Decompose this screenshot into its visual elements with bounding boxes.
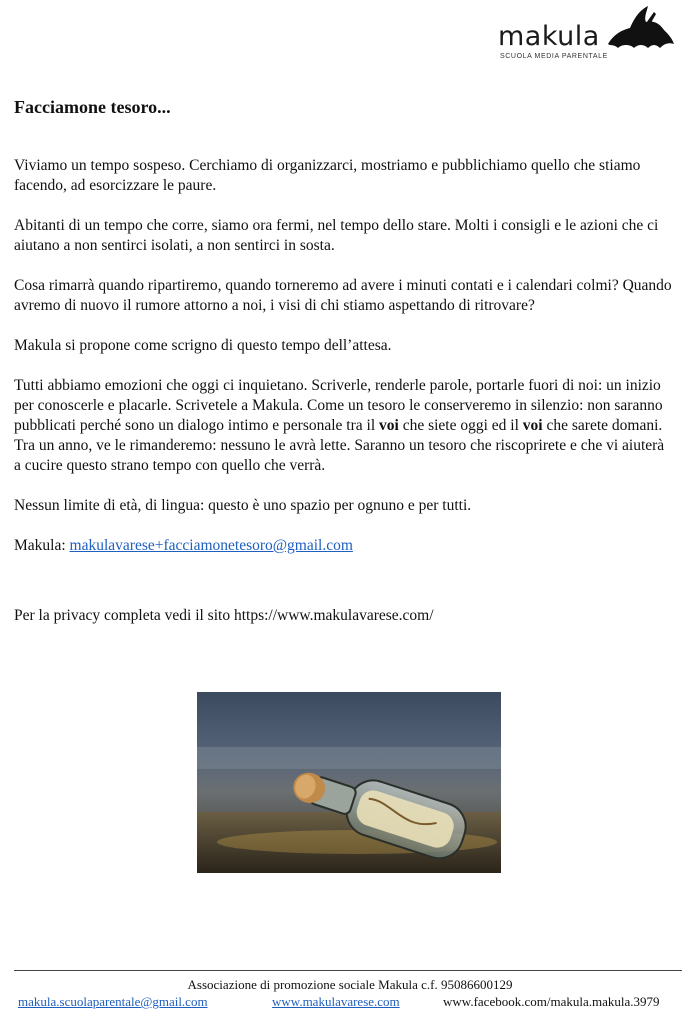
- privacy-note: Per la privacy completa vedi il sito https://www.makulavarese.com/: [14, 607, 434, 624]
- contact-label: Makula:: [14, 537, 70, 554]
- footer-website-link[interactable]: www.makulavarese.com: [272, 994, 400, 1009]
- paragraph-2: Abitanti di un tempo che corre, siamo ora fermi, nel tempo dello stare. Molti i consigli e le azioni che ci aiutano a non sentirci isolati, a non sentirci in sosta.: [14, 217, 659, 254]
- emphasis-voi-tomorrow: voi: [522, 417, 543, 434]
- bird-logo-icon: [604, 4, 676, 56]
- makula-logo: [496, 4, 676, 60]
- footer-website: [272, 994, 400, 1010]
- contact-email-link[interactable]: makulavarese+facciamonetesoro@gmail.com: [69, 537, 353, 554]
- logo-subtitle: SCUOLA MEDIA PARENTALE: [500, 53, 608, 60]
- letter-body: [14, 156, 674, 646]
- paragraph-5-part-b: che siete oggi ed il: [398, 417, 523, 434]
- footer-email-link[interactable]: makula.scuolaparentale@gmail.com: [18, 994, 208, 1009]
- paragraph-5-part-a: Tutti abbiamo emozioni che oggi ci inquietano. Scriverle, renderle parole, portarle fuori di noi: un inizio per conoscerle e placarle. Scrivetele a Makula. Come un tesoro le conserveremo in silenzio: non saranno pubblicati perché sono un dialogo intimo e personale tra il: [14, 377, 663, 434]
- footer-divider: [14, 970, 682, 971]
- paragraph-6: Nessun limite di età, di lingua: questo è uno spazio per ognuno e per tutti.: [14, 497, 472, 514]
- footer-facebook: www.facebook.com/makula.makula.3979: [443, 994, 660, 1009]
- emphasis-voi-today: voi: [379, 417, 399, 434]
- footer-association: Associazione di promozione sociale Makula c.f. 95086600129: [187, 977, 513, 992]
- contact-line: [14, 536, 674, 556]
- paragraph-5: [14, 376, 674, 476]
- paragraph-3: Cosa rimarrà quando ripartiremo, quando torneremo ad avere i minuti contati e i calendari colmi? Quando avremo di nuovo il rumore attorno a noi, i visi di chi stiamo aspettando di ritrovare?: [14, 277, 672, 314]
- page-title: Facciamone tesoro...: [14, 97, 171, 117]
- footer-email: [18, 994, 208, 1010]
- paragraph-1: Viviamo un tempo sospeso. Cerchiamo di organizzarci, mostriamo e pubblichiamo quello che stiamo facendo, ad esorcizzare le paure.: [14, 157, 641, 194]
- logo-wordmark: makula: [498, 21, 600, 52]
- paragraph-5-part-c: che sarete domani. Tra un anno, ve le rimanderemo: nessuno le avrà lette. Saranno un tesoro che riscoprirete e che vi aiuterà a cucire questo strano tempo con quello che verrà.: [14, 417, 665, 474]
- message-in-bottle-photo: [197, 692, 501, 873]
- paragraph-4: Makula si propone come scrigno di questo tempo dell’attesa.: [14, 337, 392, 354]
